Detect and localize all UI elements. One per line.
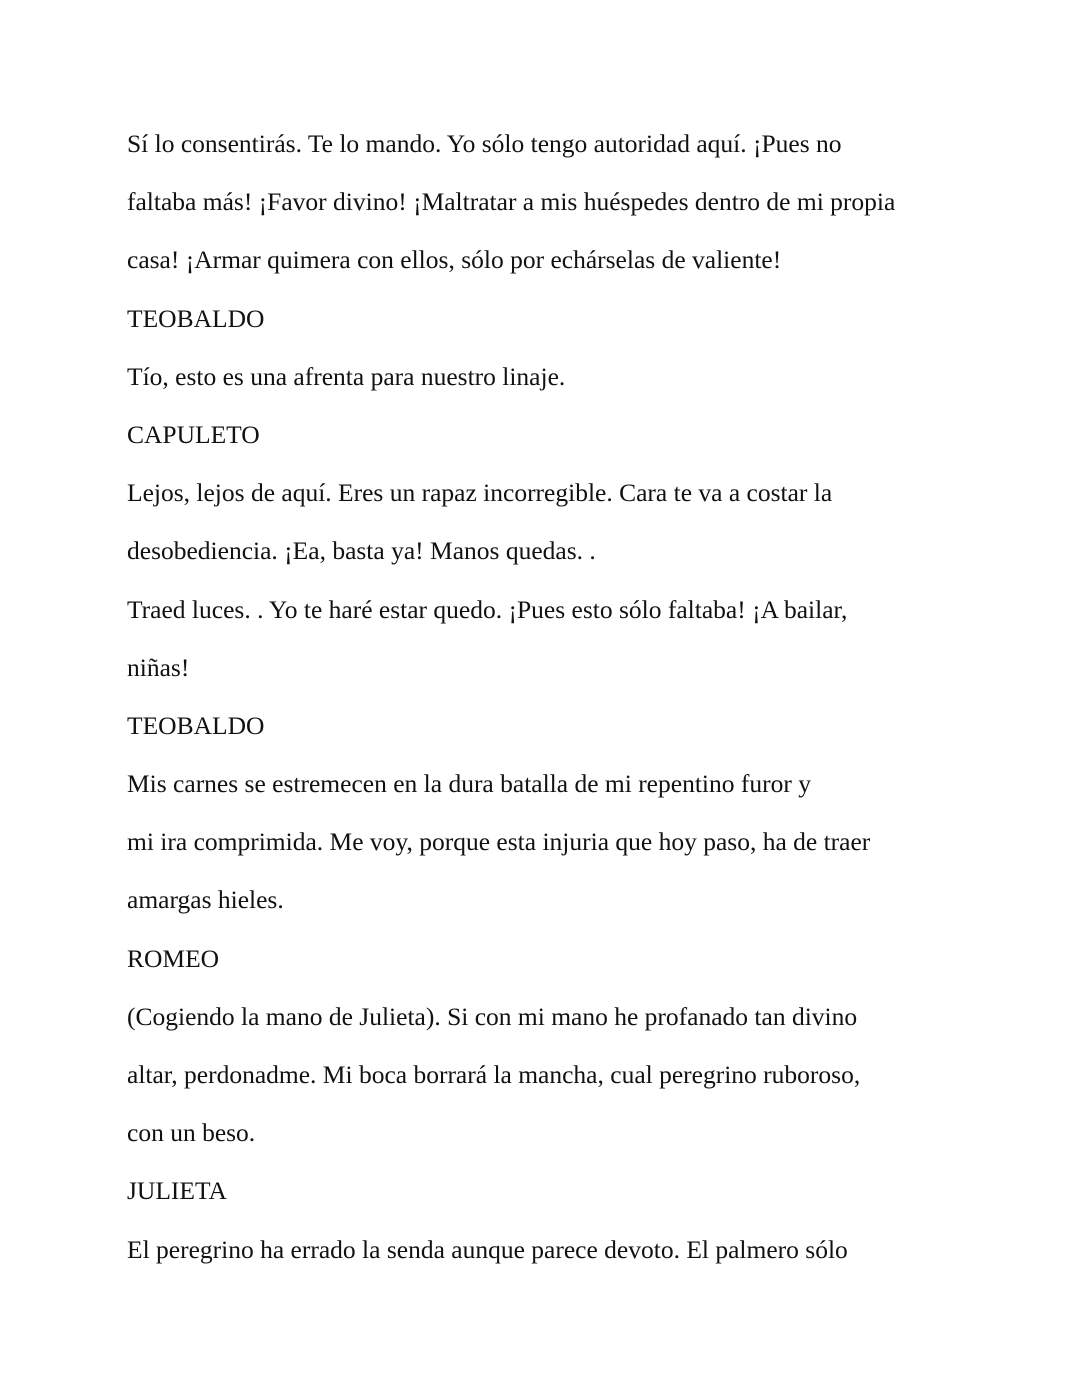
speech-line: Mis carnes se estremecen en la dura batalla de mi repentino furor y xyxy=(127,769,811,799)
speaker-name: JULIETA xyxy=(127,1176,227,1206)
speaker-name: TEOBALDO xyxy=(127,710,265,740)
speaker-name: ROMEO xyxy=(127,943,220,973)
speech-line: niñas! xyxy=(127,652,190,682)
speech-line: mi ira comprimida. Me voy, porque esta injuria que hoy paso, ha de traer xyxy=(127,827,871,857)
speech-line: El peregrino ha errado la senda aunque parece devoto. El palmero sólo xyxy=(127,1234,848,1264)
document-page xyxy=(127,115,987,1279)
speech-line: amargas hieles. xyxy=(127,885,284,915)
speech-line: desobediencia. ¡Ea, basta ya! Manos quedas. . xyxy=(127,536,596,566)
speech-line: casa! ¡Armar quimera con ellos, sólo por echárselas de valiente! xyxy=(127,245,782,275)
speaker-name: CAPULETO xyxy=(127,419,260,449)
speech-line: altar, perdonadme. Mi boca borrará la mancha, cual peregrino ruboroso, xyxy=(127,1060,861,1089)
speaker-name: TEOBALDO xyxy=(127,303,265,333)
speech-line: faltaba más! ¡Favor divino! ¡Maltratar a mis huéspedes dentro de mi propia xyxy=(127,187,896,217)
speech-line: con un beso. xyxy=(127,1118,256,1148)
speech-line: Traed luces. . Yo te haré estar quedo. ¡Pues esto sólo faltaba! ¡A bailar, xyxy=(127,594,848,624)
speech-line: (Cogiendo la mano de Julieta). Si con mi mano he profanado tan divino xyxy=(127,1001,858,1031)
speech-line: Lejos, lejos de aquí. Eres un rapaz incorregible. Cara te va a costar la xyxy=(127,478,833,508)
speech-line: Tío, esto es una afrenta para nuestro linaje. xyxy=(127,361,566,391)
speech-line: Sí lo consentirás. Te lo mando. Yo sólo tengo autoridad aquí. ¡Pues no xyxy=(127,129,842,158)
